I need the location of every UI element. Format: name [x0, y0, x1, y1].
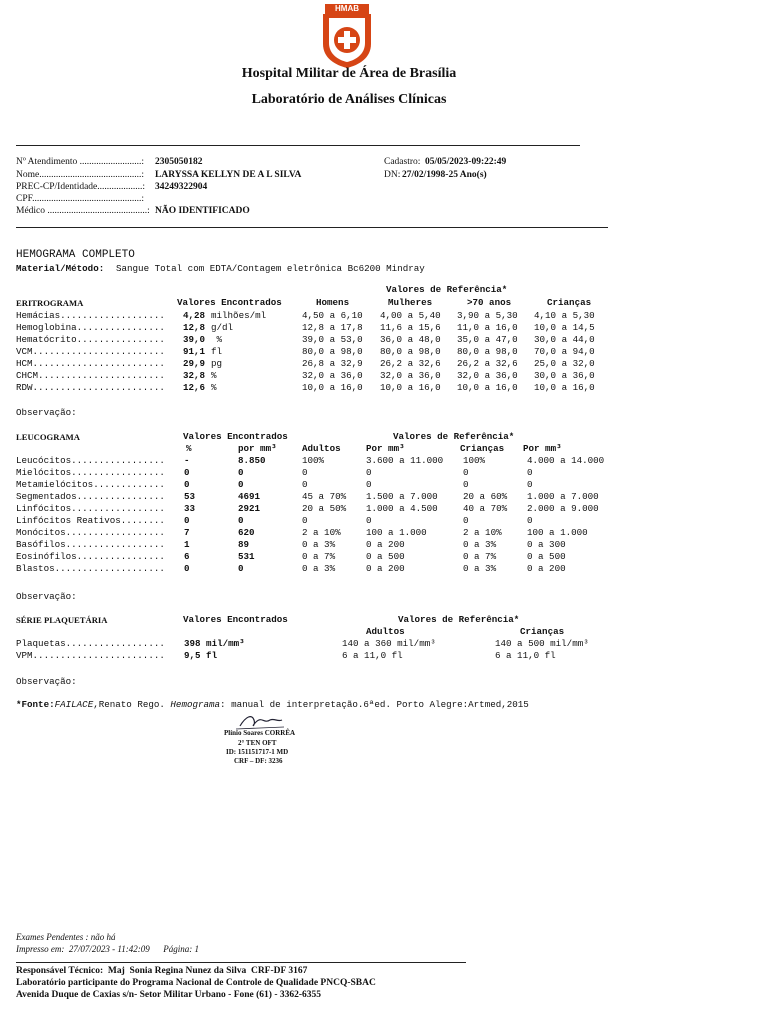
- lab-name: Laboratório de Análises Clínicas: [251, 92, 447, 107]
- row-label: Monócitos..................: [16, 527, 165, 538]
- row-label: Eosinófilos................: [16, 551, 165, 562]
- row-pct: 0: [184, 479, 190, 490]
- divider: [16, 962, 466, 963]
- ref-homens: 39,0 a 53,0: [302, 334, 363, 345]
- leuco-title: LEUCOGRAMA: [16, 432, 80, 442]
- row-abs: 2921: [238, 503, 261, 514]
- ref-mulheres: 4,00 a 5,40: [380, 310, 441, 321]
- row-label: Linfócitos Reativos........: [16, 515, 165, 526]
- ref-criancas-abs: 0: [527, 467, 533, 478]
- signature-id: ID: 151151717-1 MD: [226, 748, 289, 756]
- cadastro-label: Cadastro:: [384, 157, 421, 167]
- ref-criancas-abs: 1.000 a 7.000: [527, 491, 599, 502]
- row-abs: 620: [238, 527, 255, 538]
- row-label: CHCM.......................: [16, 370, 165, 381]
- fonte-author: FAILACE: [54, 699, 94, 710]
- cadastro-value: 05/05/2023-09:22:49: [425, 157, 507, 167]
- nome-label: Nome...........................................:: [16, 170, 144, 180]
- leuco-sub-criancas-mm3: Por mm³: [523, 443, 562, 454]
- row-abs: 0: [238, 563, 244, 574]
- row-value: 398 mil/mm³: [184, 638, 245, 649]
- logo-badge: HMAB: [325, 4, 369, 14]
- row-label: Leucócitos.................: [16, 455, 165, 466]
- leuco-sub-adultos-mm3: Por mm³: [366, 443, 405, 454]
- row-value: 4,28: [183, 310, 206, 321]
- row-unit: %: [211, 370, 217, 381]
- endereco: Avenida Duque de Caxias s/n- Setor Militar Urbano - Fone (61) - 3362-6355: [16, 990, 322, 1000]
- medico-label: Médico ..........................................:: [16, 206, 150, 216]
- ref-criancas: 30,0 a 36,0: [534, 370, 595, 381]
- eritro-observacao: Observação:: [16, 407, 77, 418]
- row-label: Blastos....................: [16, 563, 165, 574]
- prec-label: PREC-CP/Identidade...................:: [16, 182, 146, 192]
- ref-adultos-abs: 0: [366, 467, 372, 478]
- ref-adultos-abs: 0 a 200: [366, 563, 405, 574]
- dn-label: DN:: [384, 170, 401, 180]
- ref-adultos-abs: 1.000 a 4.500: [366, 503, 438, 514]
- material-label: Material/Método:: [16, 263, 105, 274]
- plaq-valores: Valores Encontrados: [183, 614, 288, 625]
- ref-adultos-abs: 100 a 1.000: [366, 527, 427, 538]
- row-abs: 4691: [238, 491, 261, 502]
- row-label: Hematócrito................: [16, 334, 165, 345]
- ref-criancas-abs: 0 a 200: [527, 563, 566, 574]
- row-label: Linfócitos.................: [16, 503, 165, 514]
- row-pct: 0: [184, 467, 190, 478]
- eritro-header-criancas: Crianças: [547, 297, 592, 308]
- row-abs: 0: [238, 479, 244, 490]
- row-value: 9,5 fl: [184, 650, 218, 661]
- plaq-observacao: Observação:: [16, 676, 77, 687]
- row-pct: 0: [184, 563, 190, 574]
- row-abs: 89: [238, 539, 250, 550]
- signature-name: Plínio Soares CORRÊA: [224, 729, 296, 737]
- ref-criancas-abs: 4.000 a 14.000: [527, 455, 605, 466]
- ref-criancas-pct: 100%: [463, 455, 486, 466]
- impresso-em: Impresso em: 27/07/2023 - 11:42:09 Página: 1: [16, 944, 199, 954]
- row-abs: 0: [238, 515, 244, 526]
- ref-mulheres: 80,0 a 98,0: [380, 346, 441, 357]
- ref-mulheres: 32,0 a 36,0: [380, 370, 441, 381]
- divider: [16, 227, 608, 228]
- ref-adultos-pct: 0 a 3%: [302, 539, 336, 550]
- ref-adultos-pct: 2 a 10%: [302, 527, 341, 538]
- ref-adultos-pct: 45 a 70%: [302, 491, 347, 502]
- ref-adultos-pct: 0 a 7%: [302, 551, 336, 562]
- row-label: Mielócitos.................: [16, 467, 165, 478]
- row-label: Segmentados................: [16, 491, 165, 502]
- ref-70anos: 26,2 a 32,6: [457, 358, 518, 369]
- plaq-criancas: Crianças: [520, 626, 565, 637]
- ref-mulheres: 10,0 a 16,0: [380, 382, 441, 393]
- ref-adultos: 6 a 11,0 fl: [342, 650, 403, 661]
- signature-rank: 2° TEN OFT: [238, 739, 277, 747]
- ref-criancas-pct: 20 a 60%: [463, 491, 508, 502]
- ref-adultos-pct: 0: [302, 515, 308, 526]
- ref-criancas-abs: 0: [527, 479, 533, 490]
- ref-adultos-pct: 0: [302, 467, 308, 478]
- leuco-sub-pct: %: [186, 443, 192, 454]
- ref-criancas-pct: 40 a 70%: [463, 503, 508, 514]
- eritro-ref-title: Valores de Referência*: [386, 284, 508, 295]
- eritro-header-70anos: >70 anos: [467, 297, 512, 308]
- hospital-logo: [319, 4, 375, 68]
- ref-criancas-pct: 2 a 10%: [463, 527, 502, 538]
- ref-criancas-pct: 0: [463, 479, 469, 490]
- plaq-title: SÉRIE PLAQUETÁRIA: [16, 615, 108, 625]
- eritro-header: ERITROGRAMA: [16, 298, 84, 308]
- responsavel-tecnico: Responsável Técnico: Maj Sonia Regina Nunez da Silva CRF-DF 3167: [16, 966, 308, 976]
- ref-70anos: 11,0 a 16,0: [457, 322, 518, 333]
- row-unit: pg: [211, 358, 223, 369]
- row-pct: 7: [184, 527, 190, 538]
- exames-pendentes: Exames Pendentes : não há: [16, 932, 116, 942]
- row-abs: 0: [238, 467, 244, 478]
- atendimento-label: Nº Atendimento ..........................:: [16, 157, 145, 167]
- ref-mulheres: 36,0 a 48,0: [380, 334, 441, 345]
- ref-adultos-pct: 0: [302, 479, 308, 490]
- exam-title: HEMOGRAMA COMPLETO: [16, 249, 135, 261]
- plaq-adultos: Adultos: [366, 626, 405, 637]
- leuco-sub-abs: por mm³: [238, 443, 277, 454]
- row-label: VCM........................: [16, 346, 165, 357]
- hospital-name: Hospital Militar de Área de Brasília: [241, 66, 457, 81]
- ref-mulheres: 11,6 a 15,6: [380, 322, 441, 333]
- row-unit: g/dl: [211, 322, 234, 333]
- ref-adultos-pct: 100%: [302, 455, 325, 466]
- row-value: 32,8: [183, 370, 206, 381]
- row-value: 12,6: [183, 382, 206, 393]
- row-pct: 0: [184, 515, 190, 526]
- ref-adultos-abs: 0: [366, 479, 372, 490]
- ref-70anos: 35,0 a 47,0: [457, 334, 518, 345]
- row-pct: 53: [184, 491, 196, 502]
- fonte-book: Hemograma: [170, 699, 221, 710]
- eritro-header-homens: Homens: [316, 297, 350, 308]
- row-label: Metamielócitos.............: [16, 479, 165, 490]
- leuco-valores: Valores Encontrados: [183, 431, 288, 442]
- plaq-ref-title: Valores de Referência*: [398, 614, 520, 625]
- row-label: RDW........................: [16, 382, 165, 393]
- ref-criancas-abs: 100 a 1.000: [527, 527, 588, 538]
- leuco-sub-adultos: Adultos: [302, 443, 341, 454]
- ref-criancas-pct: 0: [463, 467, 469, 478]
- ref-homens: 80,0 a 98,0: [302, 346, 363, 357]
- dn-value: 27/02/1998-25 Ano(s): [402, 170, 487, 180]
- ref-criancas-pct: 0: [463, 515, 469, 526]
- row-label: VPM........................: [16, 650, 165, 661]
- medico-value: NÃO IDENTIFICADO: [155, 206, 250, 216]
- row-abs: 8.850: [238, 455, 266, 466]
- ref-adultos-abs: 3.600 a 11.000: [366, 455, 444, 466]
- row-label: HCM........................: [16, 358, 165, 369]
- material-value: Sangue Total com EDTA/Contagem eletrônica Bc6200 Mindray: [116, 263, 425, 274]
- ref-criancas-abs: 0: [527, 515, 533, 526]
- ref-homens: 10,0 a 16,0: [302, 382, 363, 393]
- ref-adultos-abs: 0 a 200: [366, 539, 405, 550]
- ref-criancas: 30,0 a 44,0: [534, 334, 595, 345]
- row-value: 29,9: [183, 358, 206, 369]
- row-label: Hemoglobina................: [16, 322, 165, 333]
- shield-cross-icon: [321, 14, 373, 68]
- row-label: Hemácias...................: [16, 310, 165, 321]
- leuco-ref-title: Valores de Referência*: [393, 431, 515, 442]
- ref-70anos: 10,0 a 16,0: [457, 382, 518, 393]
- prec-value: 34249322904: [155, 182, 208, 192]
- ref-criancas: 70,0 a 94,0: [534, 346, 595, 357]
- ref-adultos-pct: 20 a 50%: [302, 503, 347, 514]
- ref-criancas-pct: 0 a 3%: [463, 539, 497, 550]
- fonte-rest2: : manual de interpretação.6ªed. Porto Alegre:Artmed,2015: [220, 699, 529, 710]
- ref-adultos: 140 a 360 mil/mm³: [342, 638, 436, 649]
- divider: [16, 145, 580, 146]
- ref-70anos: 32,0 a 36,0: [457, 370, 518, 381]
- leuco-sub-criancas: Crianças: [460, 443, 505, 454]
- nome-value: LARYSSA KELLYN DE A L SILVA: [155, 170, 302, 180]
- ref-criancas: 10,0 a 14,5: [534, 322, 595, 333]
- ref-criancas-pct: 0 a 3%: [463, 563, 497, 574]
- cpf-label: CPF..............................................:: [16, 194, 145, 204]
- ref-criancas-abs: 2.000 a 9.000: [527, 503, 599, 514]
- row-value: 39,0: [183, 334, 206, 345]
- signature-crf: CRF – DF: 3236: [234, 757, 283, 765]
- fonte-rest1: ,Renato Rego.: [93, 699, 171, 710]
- ref-homens: 26,8 a 32,9: [302, 358, 363, 369]
- ref-adultos-abs: 1.500 a 7.000: [366, 491, 438, 502]
- ref-adultos-pct: 0 a 3%: [302, 563, 336, 574]
- eritro-header-mulheres: Mulheres: [388, 297, 433, 308]
- ref-criancas: 6 a 11,0 fl: [495, 650, 556, 661]
- ref-70anos: 80,0 a 98,0: [457, 346, 518, 357]
- ref-criancas: 25,0 a 32,0: [534, 358, 595, 369]
- ref-criancas: 4,10 a 5,30: [534, 310, 595, 321]
- row-pct: 6: [184, 551, 190, 562]
- ref-adultos-abs: 0: [366, 515, 372, 526]
- programa-qualidade: Laboratório participante do Programa Nacional de Controle de Qualidade PNCQ-SBAC: [16, 978, 376, 988]
- row-pct: 33: [184, 503, 196, 514]
- ref-homens: 4,50 a 6,10: [302, 310, 363, 321]
- row-abs: 531: [238, 551, 255, 562]
- row-label: Basófilos..................: [16, 539, 165, 550]
- fonte-label: *Fonte:: [16, 699, 55, 710]
- row-pct: 1: [184, 539, 190, 550]
- ref-criancas-pct: 0 a 7%: [463, 551, 497, 562]
- row-label: Plaquetas..................: [16, 638, 165, 649]
- ref-criancas: 140 a 500 mil/mm³: [495, 638, 589, 649]
- row-unit: %: [211, 334, 223, 345]
- ref-homens: 12,8 a 17,8: [302, 322, 363, 333]
- eritro-header-valores: Valores Encontrados: [177, 297, 282, 308]
- ref-criancas: 10,0 a 16,0: [534, 382, 595, 393]
- ref-adultos-abs: 0 a 500: [366, 551, 405, 562]
- ref-criancas-abs: 0 a 500: [527, 551, 566, 562]
- fonte-reference: [16, 699, 529, 710]
- row-unit: milhões/ml: [211, 310, 267, 321]
- row-value: 91,1: [183, 346, 206, 357]
- row-unit: fl: [211, 346, 223, 357]
- row-unit: %: [211, 382, 217, 393]
- leuco-observacao: Observação:: [16, 591, 77, 602]
- ref-criancas-abs: 0 a 300: [527, 539, 566, 550]
- row-pct: -: [184, 455, 190, 466]
- row-value: 12,8: [183, 322, 206, 333]
- ref-70anos: 3,90 a 5,30: [457, 310, 518, 321]
- atendimento-value: 2305050182: [155, 157, 203, 167]
- ref-mulheres: 26,2 a 32,6: [380, 358, 441, 369]
- ref-homens: 32,0 a 36,0: [302, 370, 363, 381]
